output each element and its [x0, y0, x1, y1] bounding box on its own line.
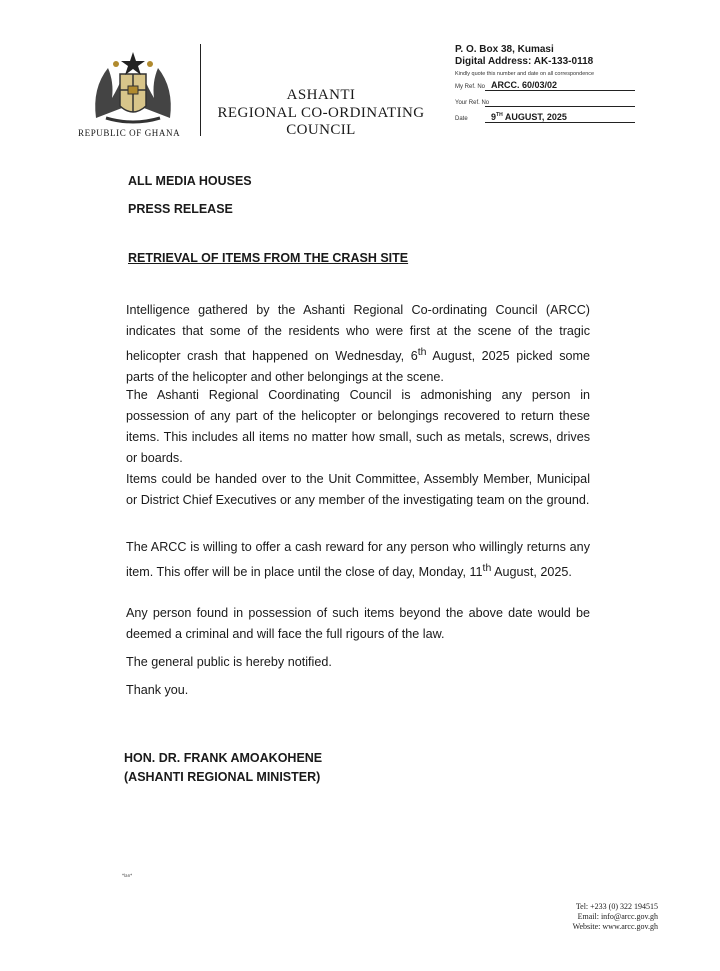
signatory-title: (ASHANTI REGIONAL MINISTER): [124, 770, 321, 784]
contact-email: Email: info@arcc.gov.gh: [577, 912, 658, 921]
paragraph-3: Items could be handed over to the Unit Committee, Assembly Member, Municipal or District Chief Executives or any member of the investigating team on the ground.: [126, 472, 590, 507]
document-type: PRESS RELEASE: [128, 202, 233, 216]
paragraph-1: Intelligence gathered by the Ashanti Regional Co-ordinating Council (ARCC) indicates that some of the residents who were first at the scene of the tragic helicopter crash that happened on Wednesday, 6th August, 2025 picked some parts of the helicopter and other belongings at the scene.: [126, 303, 590, 385]
republic-label: REPUBLIC OF GHANA: [78, 128, 181, 138]
contact-block: [573, 902, 658, 932]
paragraph-2: The Ashanti Regional Coordinating Council is admonishing any person in possession of any part of the helicopter or belongings recovered to return these items. This includes all items no matter how small, such as metals, screws, drives or boards.: [126, 388, 590, 465]
your-ref-row: [455, 93, 655, 109]
council-name-line1: ASHANTI: [286, 87, 356, 103]
quote-note: Kindly quote this number and date on all correspondence: [455, 71, 595, 77]
footnote-mark: *lan*: [122, 873, 133, 878]
po-box: P. O. Box 38, Kumasi: [455, 44, 554, 55]
date-label: Date: [455, 116, 468, 122]
council-name-line2: REGIONAL CO-ORDINATING: [217, 105, 425, 121]
contact-website: Website: www.arcc.gov.gh: [572, 922, 658, 931]
signatory-name: HON. DR. FRANK AMOAKOHENE: [124, 751, 323, 765]
council-name-line3: COUNCIL: [286, 122, 356, 138]
my-ref-row: [455, 77, 655, 93]
press-release-title: RETRIEVAL OF ITEMS FROM THE CRASH SITE: [128, 251, 409, 265]
contact-tel: Tel: +233 (0) 322 194515: [575, 902, 658, 911]
date-row: [455, 109, 655, 125]
digital-address: Digital Address: AK-133-0118: [455, 56, 594, 67]
reference-block: [455, 44, 655, 125]
ghana-coat-of-arms-icon: [88, 48, 178, 128]
my-ref-value: ARCC. 60/03/02: [491, 80, 558, 90]
header-divider: [200, 44, 201, 136]
paragraph-5: Any person found in possession of such items beyond the above date would be deemed a criminal and will face the full rigours of the law.: [126, 606, 590, 641]
addressee: ALL MEDIA HOUSES: [128, 174, 252, 188]
my-ref-label: My Ref. No: [455, 84, 486, 90]
paragraph-6: The general public is hereby notified.: [126, 655, 332, 669]
date-value: 9TH AUGUST, 2025: [491, 112, 567, 122]
closing-line: Thank you.: [126, 683, 189, 697]
your-ref-label: Your Ref. No: [455, 100, 490, 106]
paragraph-4: The ARCC is willing to offer a cash reward for any person who willingly returns any item. This offer will be in place until the close of day, Monday, 11th August, 2025.: [126, 540, 590, 580]
